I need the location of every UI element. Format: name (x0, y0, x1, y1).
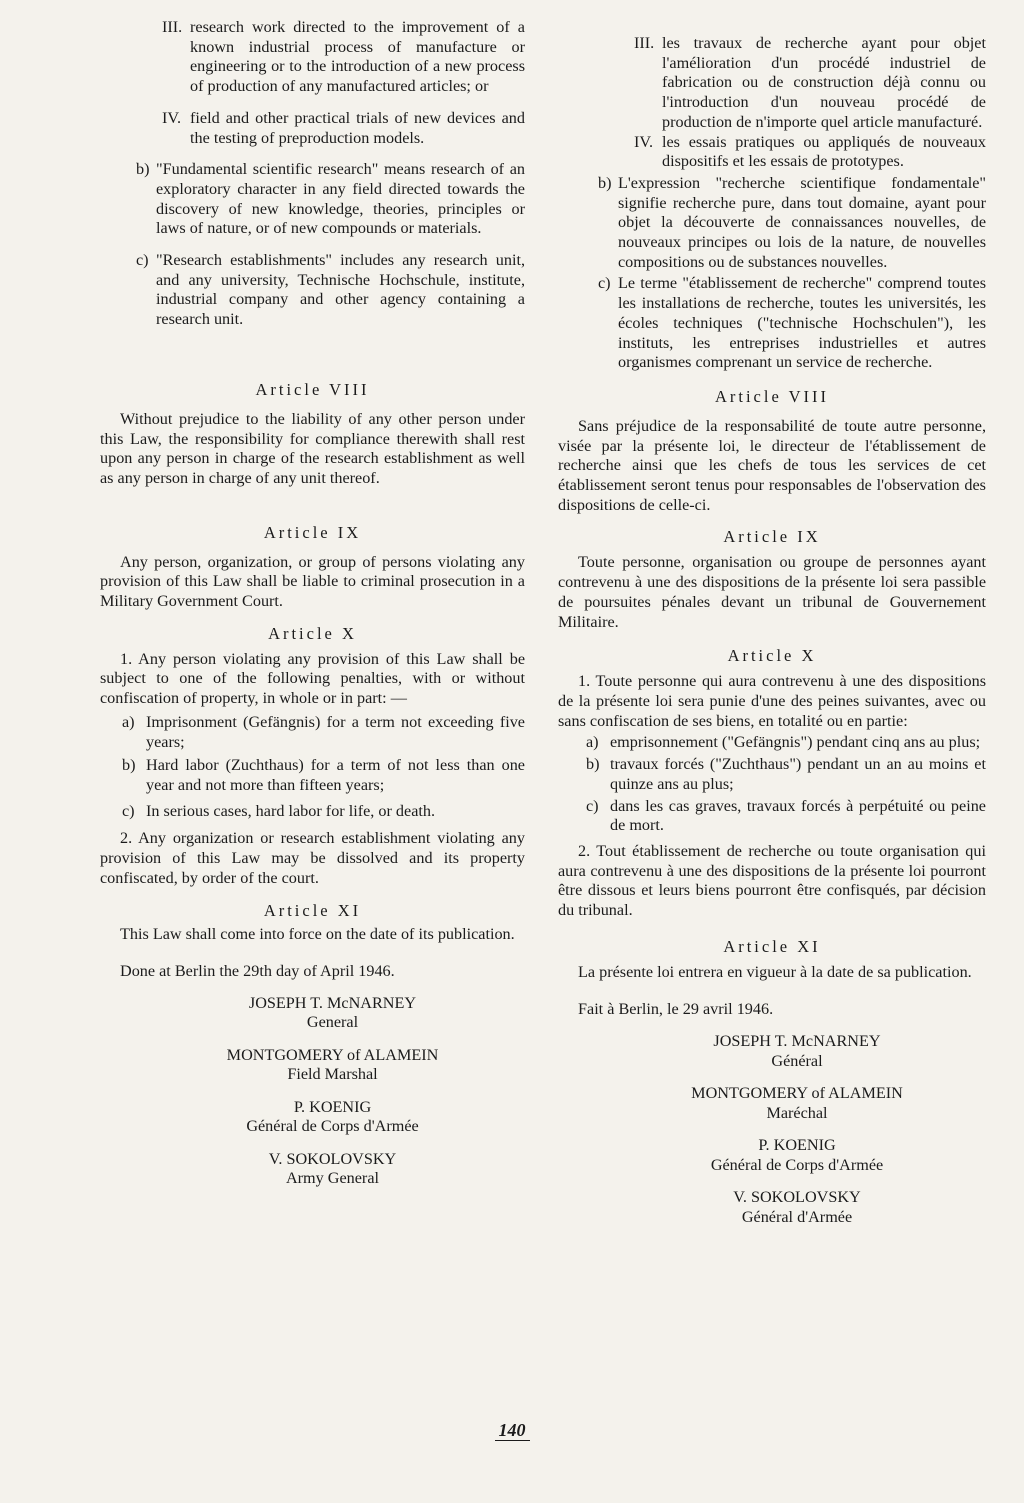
clause-text: research work directed to the improvement of a known industrial process of manufacture or engineering or to the introduction of a new process of production of any manufactured articles; or (190, 18, 525, 96)
clause-marker: a) (122, 712, 135, 731)
clause-marker: a) (586, 733, 599, 752)
article-text: Without prejudice to the liability of any other person under this Law, the responsibility for compliance therewith shall rest upon any person in charge of the research establishment as well as any person in charge of any unit thereof. (100, 409, 525, 487)
article-text: 1. Any person violating any provision of this Law shall be subject to one of the following penalties, with or without confiscation of property, in whole or in part: — (100, 649, 525, 708)
article-heading: Article XI (723, 936, 821, 956)
article-text: 1. Toute personne qui aura contrevenu à une des dispositions de la présente loi sera punie d'une des peines suivantes, avec ou sans confiscation de ses biens, en totalité ou en partie: (558, 672, 986, 730)
clause-marker: IV. (162, 108, 182, 127)
signatory (608, 1188, 986, 1227)
definition-c (136, 251, 525, 330)
penalty-b (122, 756, 525, 795)
clause-iv (162, 109, 525, 148)
signatory-title: Maréchal (766, 1103, 828, 1122)
clause-marker: III. (634, 34, 655, 52)
penalty-a (122, 713, 525, 752)
clause-marker: c) (598, 274, 611, 293)
clause-iv (634, 133, 986, 172)
signatory-name: MONTGOMERY of ALAMEIN (691, 1084, 903, 1103)
article-text: Sans préjudice de la responsabilité de toute autre personne, visée par la présente loi, le directeur de l'établissement de recherche ainsi que les chefs de tous les services de cet établissement seront tenus pour responsables de l'observation des dispositions de celle-ci. (558, 416, 986, 514)
signature-block (558, 1032, 986, 1227)
clause-marker: b) (586, 755, 600, 774)
article-heading: Article X (268, 623, 357, 643)
penalty-a (586, 733, 986, 753)
article-text: La présente loi entrera en vigueur à la date de sa publication. (578, 962, 972, 981)
signatory-name: V. SOKOLOVSKY (268, 1149, 397, 1168)
signatory-title: Field Marshal (287, 1065, 378, 1084)
page-number-text: 140 (495, 1420, 530, 1441)
signatory (608, 1084, 986, 1123)
article-text: Toute personne, organisation ou groupe de personnes ayant contrevenu à une des dispositions de la présente loi sera passible de poursuites pénales devant un tribunal de Gouvernement Militaire. (558, 553, 986, 631)
clause-iii (162, 18, 525, 97)
signatory-name: P. KOENIG (758, 1136, 836, 1155)
signatory-name: JOSEPH T. McNARNEY (248, 993, 417, 1012)
clause-text: "Research establishments" includes any research unit, and any university, Technische Hochschule, institute, industrial company and other agency containing a research unit. (156, 251, 525, 329)
clause-text: les travaux de recherche ayant pour objet l'amélioration d'un procédé industriel de fabrication ou de construction déjà connu ou l'introduction d'un nouveau procédé de production de n'importe quel article manufacturé. (662, 34, 986, 131)
page-number (0, 1420, 1024, 1441)
signatory-name: V. SOKOLOVSKY (733, 1188, 861, 1207)
article-text: This Law shall come into force on the date of its publication. (120, 924, 515, 943)
clause-marker: c) (122, 801, 135, 820)
clause-marker: c) (136, 251, 149, 270)
signatory-title: General (306, 1013, 359, 1032)
signatory-title: Général de Corps d'Armée (710, 1155, 884, 1174)
signatory (140, 1150, 525, 1189)
article-heading: Article IX (263, 522, 362, 542)
signatory (140, 1046, 525, 1085)
signatory (140, 1098, 525, 1137)
signatory (140, 994, 525, 1033)
signatory-name: P. KOENIG (293, 1097, 372, 1116)
signing-place-date: Fait à Berlin, le 29 avril 1946. (578, 1000, 774, 1019)
signatory (608, 1136, 986, 1175)
clause-text: Le terme "établissement de recherche" comprend toutes les installations de recherche, toutes les universités, les écoles techniques ("technische Hochschulen"), les instituts, les entreprises industrielles et autres organismes comprenant un service de recherche. (618, 274, 986, 372)
signatory-title: Army General (285, 1169, 380, 1188)
clause-marker: b) (122, 756, 136, 775)
clause-text: dans les cas graves, travaux forcés à perpétuité ou peine de mort. (610, 796, 986, 835)
article-heading: Article VIII (714, 386, 830, 406)
definition-b (598, 174, 986, 273)
french-column (558, 34, 986, 1227)
penalty-c (122, 802, 525, 822)
clause-text: travaux forcés ("Zuchthaus") pendant un an au moins et quinze ans au plus; (610, 755, 986, 793)
article-heading: Article X (727, 646, 817, 666)
clause-marker: III. (162, 18, 183, 36)
penalty-c (586, 797, 986, 836)
article-text: 2. Any organization or research establishment violating any provision of this Law may be dissolved and its property confiscated, by order of the court. (100, 829, 525, 887)
signature-block (100, 994, 525, 1189)
signatory-title: Général (771, 1051, 823, 1070)
signatory-title: Général de Corps d'Armée (246, 1117, 419, 1136)
signatory-name: JOSEPH T. McNARNEY (713, 1032, 881, 1051)
clause-marker: IV. (634, 132, 654, 151)
article-heading: Article VIII (255, 379, 370, 399)
clause-marker: b) (598, 173, 612, 192)
clause-text: les essais pratiques ou appliqués de nouveaux dispositifs et les essais de prototypes. (662, 132, 986, 171)
clause-marker: b) (136, 160, 150, 179)
clause-text: Imprisonment (Gefängnis) for a term not exceeding five years; (146, 712, 525, 751)
clause-iii (634, 34, 986, 133)
article-heading: Article XI (263, 900, 362, 920)
clause-text: L'expression "recherche scientifique fondamentale" signifie recherche pure, dans tout domaine, ayant pour objet la découverte de connaissances nouvelles, de nouveaux principes ou lois de la nature, de nouvelles compositions ou de substances nouvelles. (618, 173, 986, 271)
english-column (100, 18, 525, 1189)
clause-text: emprisonnement ("Gefängnis") pendant cinq ans au plus; (610, 733, 981, 752)
article-text: 2. Tout établissement de recherche ou toute organisation qui aura contrevenu à une des dispositions de la présente loi pourront être dissous et leurs biens pourront être confisqués, par décision du tribunal. (558, 841, 986, 920)
clause-text: "Fundamental scientific research" means research of an exploratory character in any field directed towards the discovery of new knowledge, theories, principles or laws of nature, or of new compounds or materials. (156, 160, 525, 238)
article-text: Any person, organization, or group of persons violating any provision of this Law shall be liable to criminal prosecution in a Military Government Court. (100, 552, 525, 611)
penalty-b (586, 755, 986, 794)
article-heading: Article IX (723, 527, 821, 547)
signatory (608, 1032, 986, 1071)
clause-text: field and other practical trials of new devices and the testing of preproduction models. (190, 108, 525, 147)
definition-b (136, 160, 525, 239)
signatory-title: Général d'Armée (741, 1207, 853, 1226)
definition-c (598, 274, 986, 373)
clause-marker: c) (586, 796, 599, 815)
clause-text: Hard labor (Zuchthaus) for a term of not less than one year and not more than fifteen years; (146, 756, 525, 794)
signatory-name: MONTGOMERY of ALAMEIN (226, 1045, 439, 1064)
clause-text: In serious cases, hard labor for life, or death. (146, 801, 436, 820)
signing-place-date: Done at Berlin the 29th day of April 1946. (120, 962, 395, 981)
